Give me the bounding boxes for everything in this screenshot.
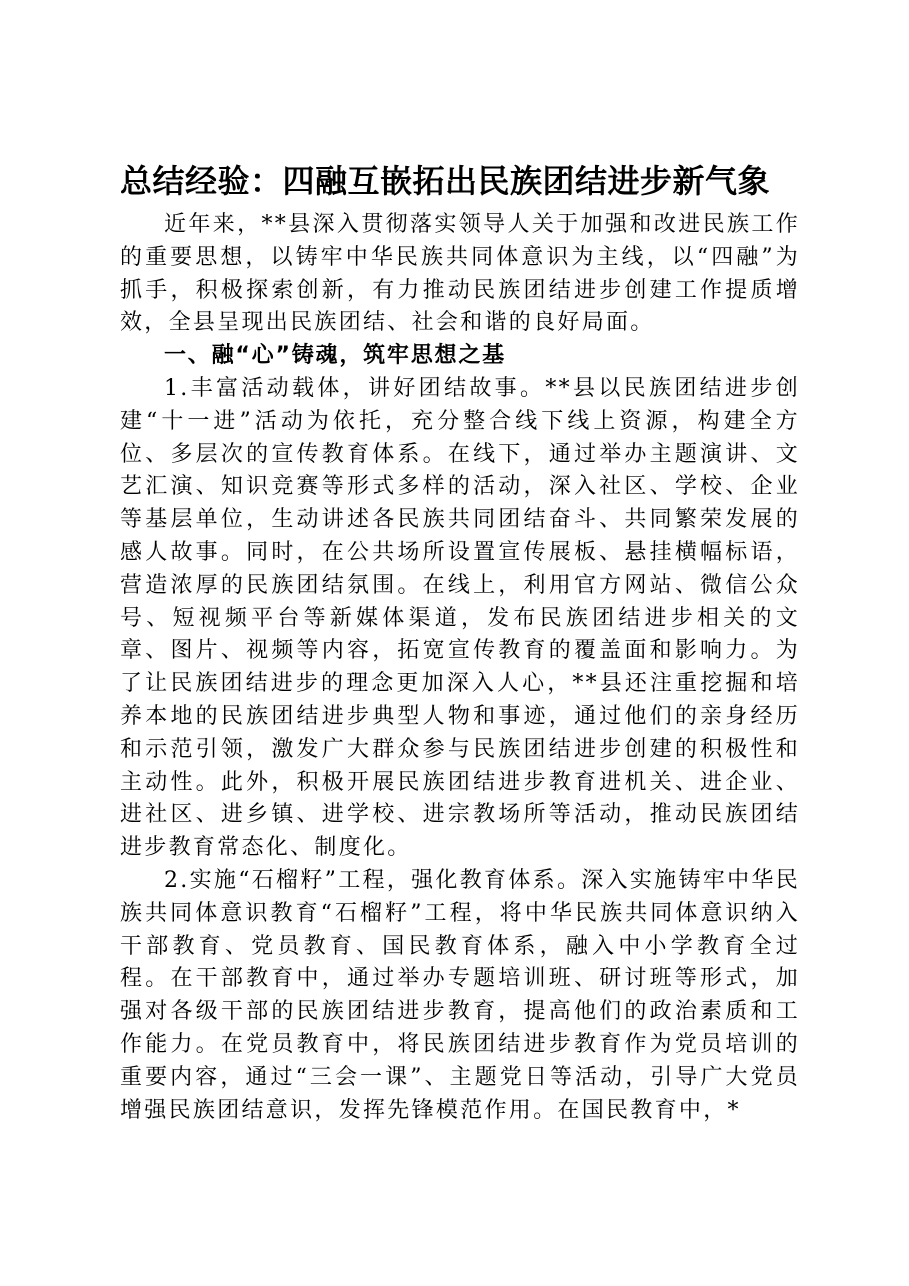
item-2-paragraph xyxy=(120,865,800,1127)
intro-paragraph: 近年来，**县深入贯彻落实领导人关于加强和改进民族工作的重要思想，以铸牢中华民族共同体意识为主线，以“四融”为抓手，积极探索创新，有力推动民族团结进步创建工作提质增效，全县呈现出民族团结、社会和谐的良好局面。 xyxy=(120,212,800,336)
document-body xyxy=(120,209,800,1127)
document-title: 总结经验：四融互嵌拓出民族团结进步新气象 xyxy=(120,162,771,200)
item-1-paragraph xyxy=(120,373,800,865)
item-1-lead: 1.丰富活动载体，讲好团结故事。 xyxy=(164,375,546,401)
item-2-lead: 2.实施“石榴籽”工程，强化教育体系。 xyxy=(164,867,582,893)
section-heading: 一、融“心”铸魂，筑牢思想之基 xyxy=(164,343,506,369)
item-2-text: 深入实施铸牢中华民族共同体意识教育“石榴籽”工程，将中华民族共同体意识纳入干部教育、党员教育、国民教育体系，融入中小学教育全过程。在干部教育中，通过举办专题培训班、研讨班等形式，加强对各级干部的民族团结进步教育，提高他们的政治素质和工作能力。在党员教育中，将民族团结进步教育作为党员培训的重要内容，通过“三会一课”、主题党日等活动，引导广大党员增强民族团结意识，发挥先锋模范作用。在国民教育中，* xyxy=(120,867,801,1123)
item-1-text: **县以民族团结进步创建“十一进”活动为依托，充分整合线下线上资源，构建全方位、多层次的宣传教育体系。在线下，通过举办主题演讲、文艺汇演、知识竞赛等形式多样的活动，深入社区、学校、企业等基层单位，生动讲述各民族共同团结奋斗、共同繁荣发展的感人故事。同时，在公共场所设置宣传展板、悬挂横幅标语，营造浓厚的民族团结氛围。在线上，利用官方网站、微信公众号、短视频平台等新媒体渠道，发布民族团结进步相关的文章、图片、视频等内容，拓宽宣传教育的覆盖面和影响力。为了让民族团结进步的理念更加深入人心，**县还注重挖掘和培养本地的民族团结进步典型人物和事迹，通过他们的亲身经历和示范引领，激发广大群众参与民族团结进步创建的积极性和主动性。此外，积极开展民族团结进步教育进机关、进企业、进社区、进乡镇、进学校、进宗教场所等活动，推动民族团结进步教育常态化、制度化。 xyxy=(120,375,800,861)
